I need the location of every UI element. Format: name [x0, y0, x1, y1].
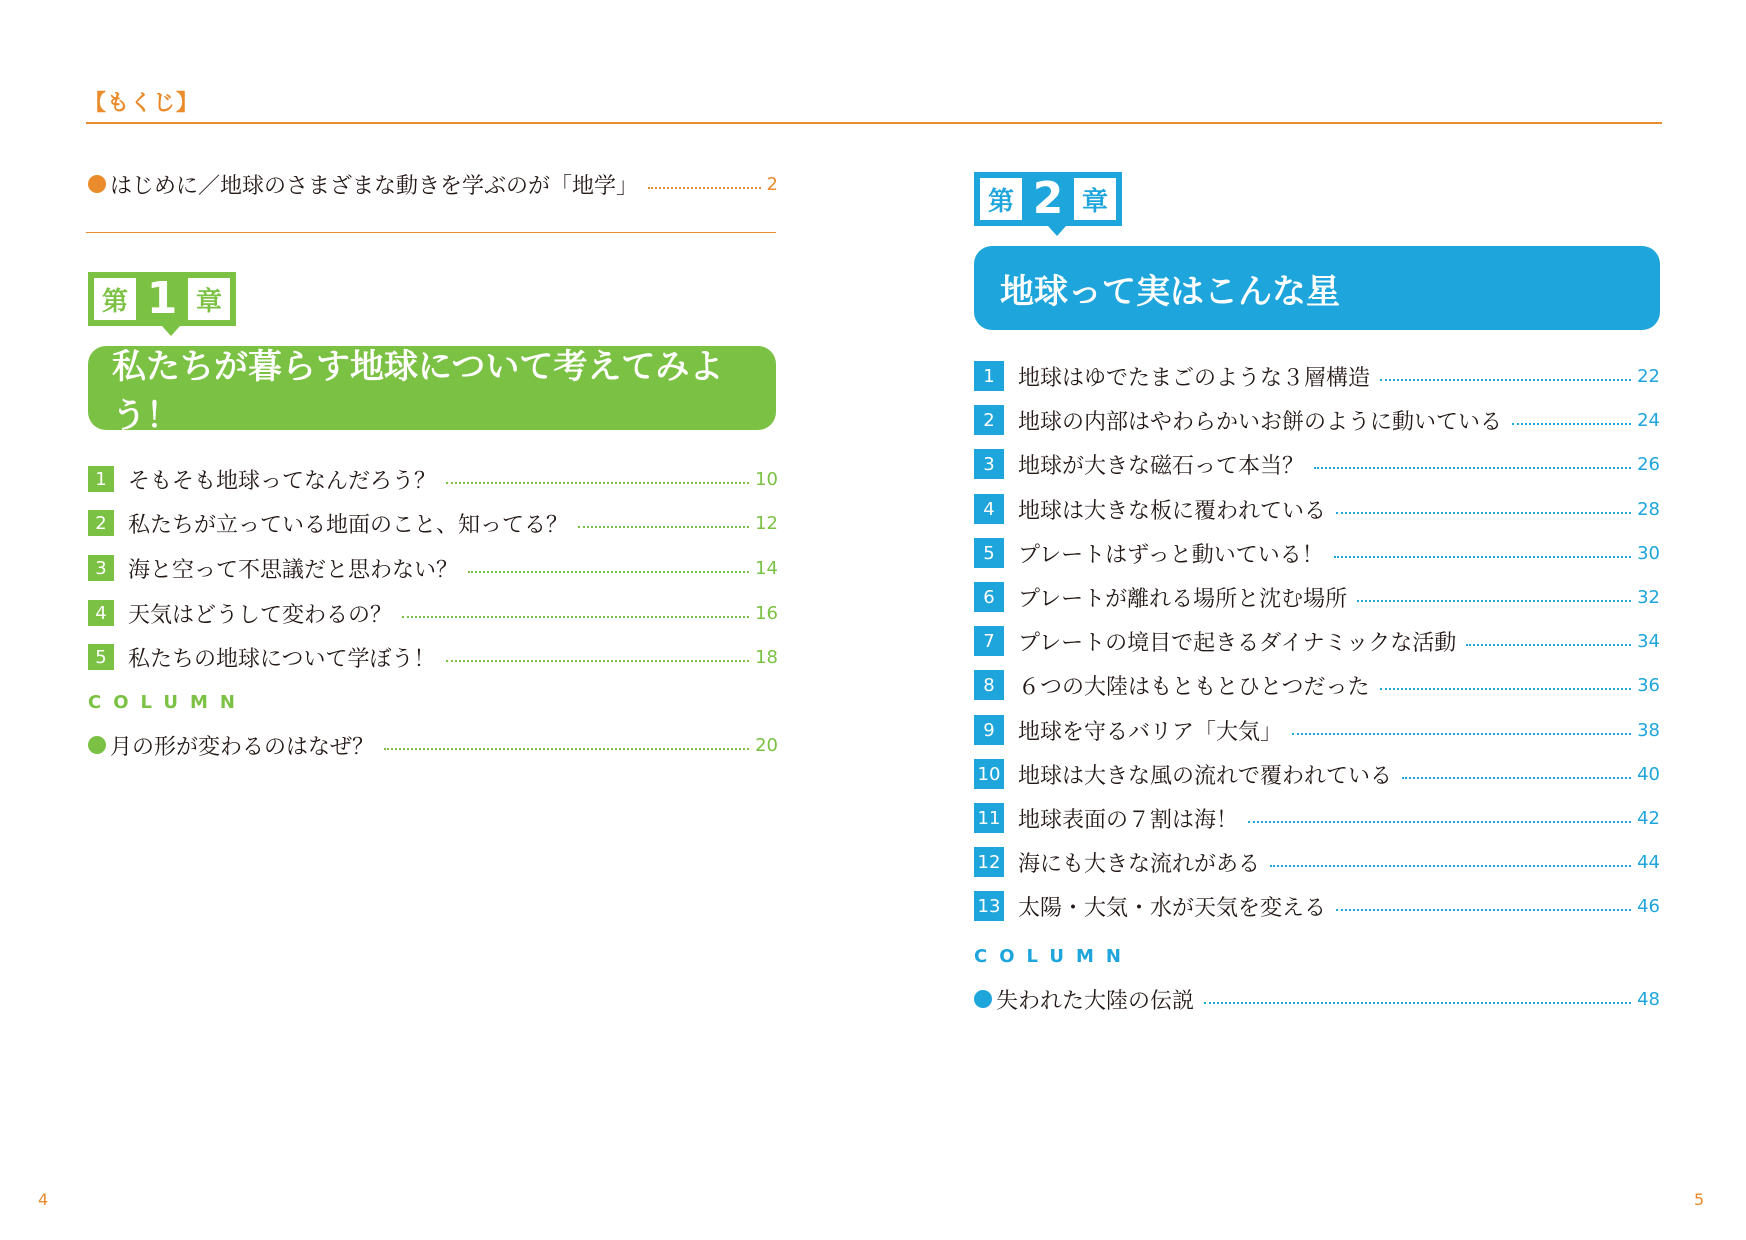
- bullet-icon: [88, 175, 106, 193]
- toc-item[interactable]: [974, 491, 1660, 527]
- column-label: COLUMN: [974, 946, 1133, 967]
- item-title: 太陽・大気・水が天気を変える: [1018, 895, 1327, 921]
- toc-item[interactable]: [974, 800, 1660, 836]
- toc-item[interactable]: [88, 462, 778, 496]
- toc-item[interactable]: [974, 712, 1660, 748]
- item-title: ６つの大陸はもともとひとつだった: [1018, 674, 1370, 700]
- dot-leader: [1314, 467, 1631, 469]
- toc-item[interactable]: [974, 358, 1660, 394]
- item-page: 18: [755, 646, 778, 668]
- toc-header: 【もくじ】: [84, 91, 200, 116]
- item-number: 6: [974, 582, 1004, 612]
- chapter-prefix: 第: [94, 278, 136, 320]
- dot-leader: [402, 616, 749, 618]
- item-title: プレートが離れる場所と沈む場所: [1018, 586, 1348, 612]
- chapter2-badge: [974, 172, 1122, 226]
- dot-leader: [1466, 644, 1631, 646]
- toc-item[interactable]: [88, 551, 778, 585]
- item-page: 30: [1637, 542, 1660, 564]
- dot-leader: [1292, 733, 1631, 735]
- item-number: 5: [974, 538, 1004, 568]
- toc-item[interactable]: [974, 402, 1660, 438]
- dot-leader: [468, 571, 749, 573]
- item-number: 3: [974, 449, 1004, 479]
- dot-leader: [648, 187, 761, 189]
- dot-leader: [1357, 600, 1631, 602]
- item-title: そもそも地球ってなんだろう？: [128, 468, 437, 494]
- dot-leader: [1334, 556, 1631, 558]
- item-number: 13: [974, 891, 1004, 921]
- item-title: 私たちの地球について学ぼう！: [128, 646, 436, 672]
- item-page: 44: [1637, 851, 1660, 873]
- dot-leader: [446, 660, 750, 662]
- item-title: 地球は大きな風の流れで覆われている: [1018, 763, 1393, 789]
- toc-item[interactable]: [974, 844, 1660, 880]
- item-number: 11: [974, 803, 1004, 833]
- toc-item[interactable]: [974, 888, 1660, 924]
- toc-item[interactable]: [974, 667, 1660, 703]
- bullet-icon: [88, 736, 106, 754]
- dot-leader: [1380, 688, 1632, 690]
- item-number: 7: [974, 626, 1004, 656]
- item-page: 24: [1637, 409, 1660, 431]
- toc-item[interactable]: [974, 446, 1660, 482]
- item-number: 12: [974, 847, 1004, 877]
- item-page: 38: [1637, 719, 1660, 741]
- dot-leader: [1512, 423, 1631, 425]
- bullet-icon: [974, 990, 992, 1008]
- item-number: 10: [974, 759, 1004, 789]
- intro-divider: [86, 232, 776, 233]
- page-number-left: 4: [38, 1190, 49, 1209]
- column-label: COLUMN: [88, 692, 247, 713]
- item-number: 8: [974, 670, 1004, 700]
- item-page: 14: [755, 557, 778, 579]
- toc-item[interactable]: [88, 506, 778, 540]
- item-title: 地球が大きな磁石って本当？: [1018, 453, 1305, 479]
- item-page: 26: [1637, 453, 1660, 475]
- badge-pointer: [162, 326, 180, 336]
- intro-title: はじめに／地球のさまざまな動きを学ぶのが「地学」: [110, 173, 639, 199]
- item-page: 32: [1637, 586, 1660, 608]
- item-title: プレートはずっと動いている！: [1018, 542, 1324, 568]
- item-title: 海と空って不思議だと思わない？: [128, 557, 459, 583]
- item-page: 10: [755, 468, 778, 490]
- intro-entry[interactable]: [88, 166, 778, 202]
- item-number: 2: [974, 405, 1004, 435]
- item-title: 地球表面の７割は海！: [1018, 807, 1239, 833]
- column-page: 20: [755, 734, 778, 756]
- toc-item[interactable]: [974, 756, 1660, 792]
- dot-leader: [446, 482, 749, 484]
- item-title: 私たちが立っている地面のこと、知ってる？: [128, 512, 569, 538]
- item-page: 16: [755, 602, 778, 624]
- item-number: 2: [88, 510, 114, 536]
- badge-pointer: [1048, 226, 1066, 236]
- item-page: 40: [1637, 763, 1660, 785]
- chapter-number: 2: [1032, 173, 1064, 224]
- dot-leader: [1270, 865, 1631, 867]
- chapter1-title: 私たちが暮らす地球について考えてみよう！: [88, 346, 776, 430]
- item-number: 1: [88, 466, 114, 492]
- dot-leader: [578, 526, 749, 528]
- item-page: 46: [1637, 895, 1660, 917]
- item-page: 12: [755, 512, 778, 534]
- page-number-right: 5: [1694, 1190, 1705, 1209]
- item-title: 海にも大きな流れがある: [1018, 851, 1261, 877]
- intro-page: 2: [766, 173, 778, 195]
- item-number: 3: [88, 555, 114, 581]
- dot-leader: [1380, 379, 1631, 381]
- dot-leader: [1336, 512, 1631, 514]
- dot-leader: [1204, 1002, 1631, 1004]
- item-title: プレートの境目で起きるダイナミックな活動: [1018, 630, 1457, 656]
- header-rule: [86, 122, 1662, 124]
- item-number: 1: [974, 361, 1004, 391]
- toc-item[interactable]: [88, 640, 778, 674]
- chapter-number: 1: [146, 273, 178, 324]
- toc-item[interactable]: [974, 623, 1660, 659]
- column-title: 失われた大陸の伝説: [996, 988, 1195, 1014]
- chapter1-badge: [88, 272, 236, 326]
- item-number: 4: [974, 494, 1004, 524]
- toc-item[interactable]: [88, 596, 778, 630]
- item-title: 地球の内部はやわらかいお餅のように動いている: [1018, 409, 1503, 435]
- item-page: 22: [1637, 365, 1660, 387]
- dot-leader: [1248, 821, 1631, 823]
- chapter-suffix: 章: [188, 278, 230, 320]
- toc-item[interactable]: [974, 579, 1660, 615]
- item-title: 地球は大きな板に覆われている: [1018, 498, 1327, 524]
- column-entry[interactable]: [88, 728, 778, 762]
- item-page: 34: [1637, 630, 1660, 652]
- item-title: 地球を守るバリア「大気」: [1018, 719, 1283, 745]
- column-entry[interactable]: [974, 982, 1660, 1016]
- item-number: 5: [88, 644, 114, 670]
- item-page: 42: [1637, 807, 1660, 829]
- item-page: 36: [1637, 674, 1660, 696]
- item-page: 28: [1637, 498, 1660, 520]
- item-number: 4: [88, 600, 114, 626]
- toc-item[interactable]: [974, 535, 1660, 571]
- chapter2-title: 地球って実はこんな星: [974, 246, 1660, 330]
- dot-leader: [1402, 777, 1631, 779]
- chapter-suffix: 章: [1074, 178, 1116, 220]
- chapter-prefix: 第: [980, 178, 1022, 220]
- item-title: 天気はどうして変わるの？: [128, 602, 393, 628]
- dot-leader: [384, 748, 749, 750]
- column-page: 48: [1637, 988, 1660, 1010]
- item-title: 地球はゆでたまごのような３層構造: [1018, 365, 1371, 391]
- item-number: 9: [974, 715, 1004, 745]
- dot-leader: [1336, 909, 1631, 911]
- column-title: 月の形が変わるのはなぜ？: [110, 734, 375, 760]
